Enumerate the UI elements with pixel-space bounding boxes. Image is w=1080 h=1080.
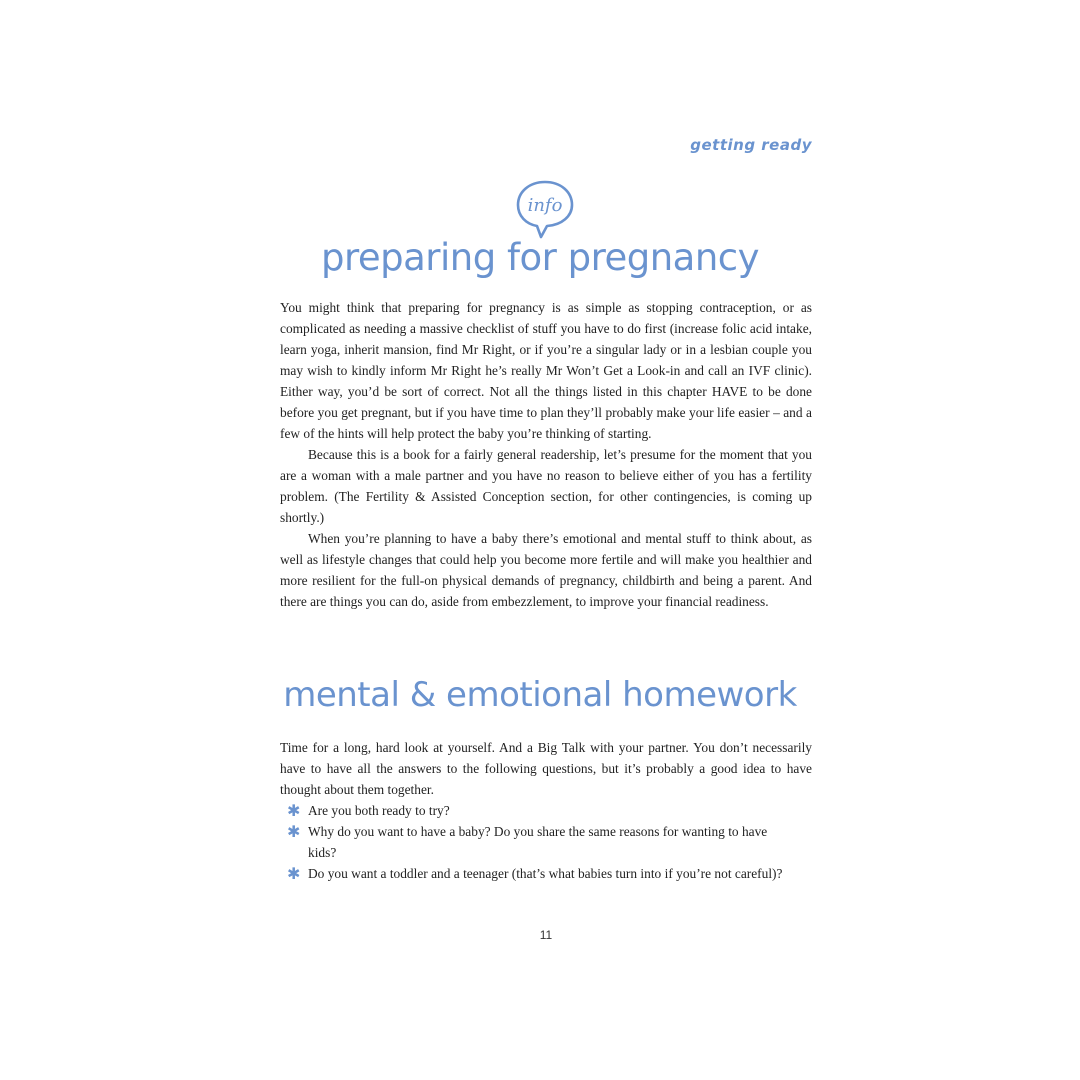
section-body-homework: [280, 737, 812, 800]
asterisk-bullet-icon: ✱: [287, 864, 301, 883]
list-item-text: Are you both ready to try?: [308, 803, 450, 818]
paragraph: You might think that preparing for pregnancy is as simple as stopping contraception, or as complicated as needing a massive checklist of stuff you have to do first (increase folic acid intake, learn yoga, inherit mansion, find Mr Right, or if you’re a singular lady or in a lesbian couple you may wish to kindly inform Mr Right he’s really Mr Won’t Get a Look-in and call an IVF clinic). Either way, you’d be sort of correct. Not all the things listed in this chapter HAVE to be done before you get pregnant, but if you have time to plan they’ll probably make your life easier – and a few of the hints will help protect the baby you’re thinking of starting.: [280, 300, 812, 441]
list-item: [287, 863, 787, 884]
list-item: [287, 800, 787, 821]
asterisk-bullet-icon: ✱: [287, 822, 301, 841]
paragraph: When you’re planning to have a baby there’s emotional and mental stuff to think about, as well as lifestyle changes that could help you become more fertile and will make you healthier and more resilient for the full-on physical demands of pregnancy, childbirth and being a parent. And there are things you can do, aside from embezzlement, to improve your financial readiness.: [280, 531, 812, 609]
paragraph: Time for a long, hard look at yourself. And a Big Talk with your partner. You don’t necessarily have to have all the answers to the following questions, but it’s probably a good idea to have thought about them together.: [280, 740, 812, 797]
section-body-preparing: [280, 297, 812, 612]
section-title-preparing: preparing for pregnancy: [320, 236, 760, 279]
list-item-text: Why do you want to have a baby? Do you share the same reasons for wanting to have kids?: [308, 824, 768, 860]
info-badge-label: info: [527, 195, 563, 216]
question-list: [287, 800, 787, 884]
paragraph: Because this is a book for a fairly general readership, let’s presume for the moment that you are a woman with a male partner and you have no reason to believe either of you has a fertility problem. (The Fertility & Assisted Conception section, for other contingencies, is coming up shortly.): [280, 447, 812, 525]
list-item-text: Do you want a toddler and a teenager (that’s what babies turn into if you’re not careful)?: [308, 866, 783, 881]
running-head: getting ready: [690, 136, 812, 154]
speech-bubble-info-icon: [513, 178, 577, 242]
section-title-homework: mental & emotional homework: [283, 675, 797, 715]
page-number: 11: [539, 928, 553, 942]
asterisk-bullet-icon: ✱: [287, 801, 301, 820]
list-item: [287, 821, 787, 863]
